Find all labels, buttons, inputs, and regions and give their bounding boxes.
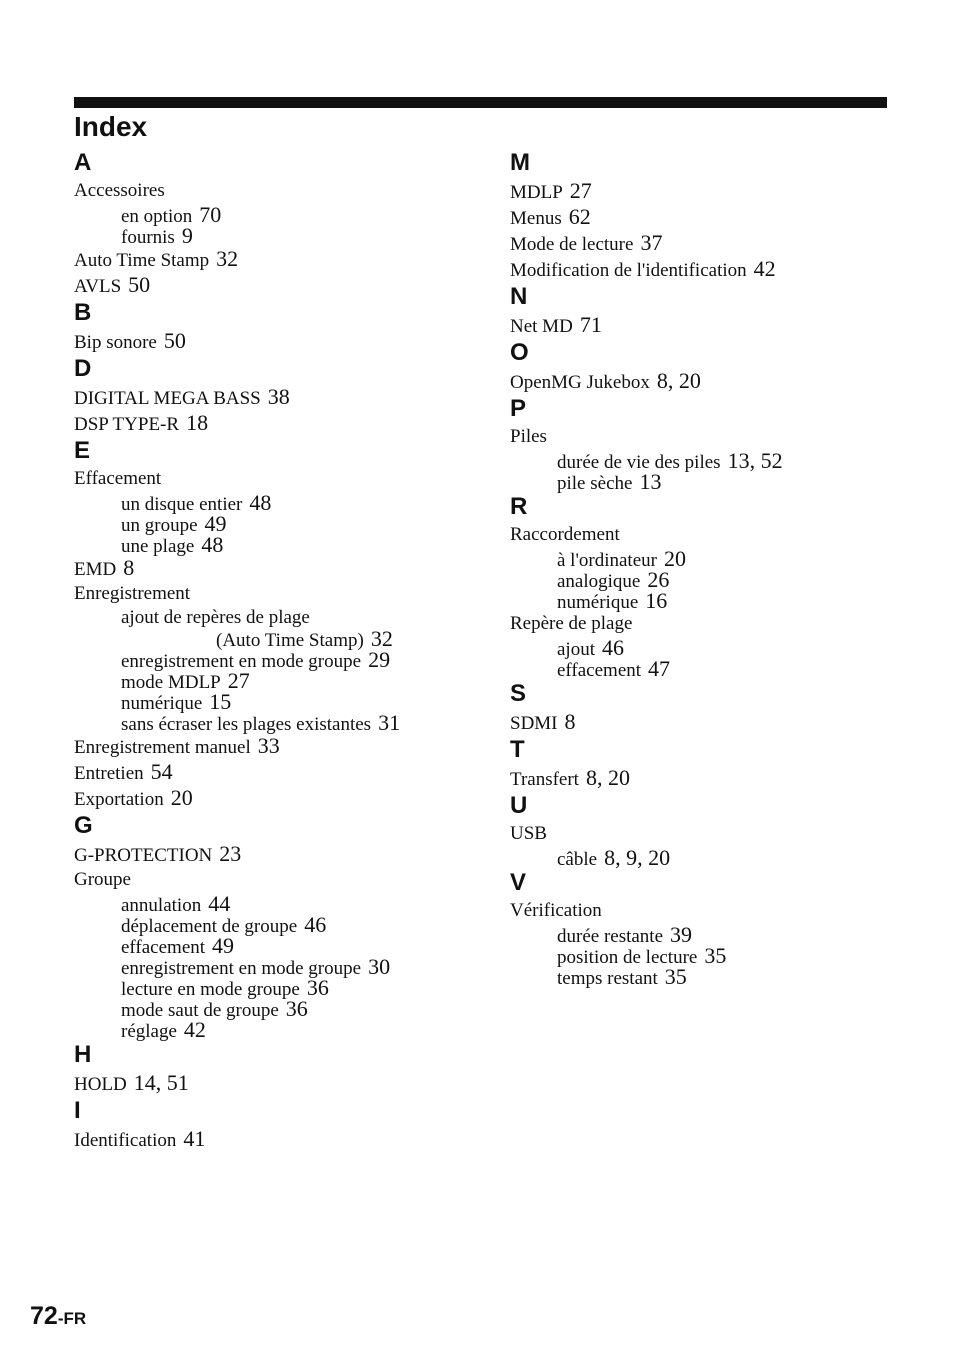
section-letter: P bbox=[510, 395, 527, 422]
index-entry bbox=[510, 821, 930, 847]
index-entry bbox=[510, 611, 930, 637]
entry-term: Modification de l'identification bbox=[510, 260, 747, 281]
entry-page-refs: 54 bbox=[150, 759, 173, 784]
entry-page-refs: 13, 52 bbox=[727, 448, 783, 473]
entry-term: déplacement de groupe bbox=[121, 916, 298, 937]
entry-page-refs: 20 bbox=[663, 546, 686, 571]
entry-page-refs: 33 bbox=[257, 733, 280, 758]
index-section-n bbox=[510, 282, 930, 338]
entry-page-refs: 27 bbox=[569, 178, 592, 203]
entry-term: Bip sonore bbox=[74, 332, 157, 353]
entry-term: enregistrement en mode groupe bbox=[121, 958, 362, 979]
entry-page-refs: 9 bbox=[181, 223, 193, 248]
index-section-m bbox=[510, 148, 930, 282]
entry-page-refs: 36 bbox=[306, 975, 329, 1000]
entry-term: EMD bbox=[74, 559, 117, 580]
index-column-left bbox=[74, 148, 494, 1152]
index-subentry bbox=[74, 670, 494, 691]
entry-page-refs: 46 bbox=[602, 635, 624, 660]
entry-page-refs: 36 bbox=[285, 996, 308, 1021]
entry-term: numérique bbox=[557, 592, 639, 613]
entry-page-refs: 13 bbox=[639, 469, 662, 494]
entry-term: Transfert bbox=[510, 769, 579, 790]
index-column-right bbox=[510, 148, 930, 987]
index-subentry bbox=[74, 1019, 494, 1040]
section-letter: V bbox=[510, 869, 527, 896]
entry-page-refs: 8, 20 bbox=[585, 765, 630, 790]
entry-term: mode saut de groupe bbox=[121, 1000, 279, 1021]
section-letter: R bbox=[510, 493, 528, 520]
entry-term: effacement bbox=[557, 660, 642, 681]
entry-term: un groupe bbox=[121, 515, 198, 536]
entry-page-refs: 20 bbox=[170, 785, 193, 810]
page-title: Index bbox=[74, 111, 148, 142]
index-section-i bbox=[74, 1096, 494, 1152]
entry-page-refs: 39 bbox=[670, 922, 693, 947]
entry-term: Effacement bbox=[74, 468, 162, 489]
index-entry bbox=[74, 1126, 494, 1152]
page-number: 72 bbox=[30, 1302, 58, 1330]
entry-term: câble bbox=[557, 849, 598, 870]
index-subentry bbox=[510, 966, 930, 987]
section-letter: N bbox=[510, 283, 528, 310]
index-subentry bbox=[510, 450, 930, 471]
index-subentry bbox=[74, 998, 494, 1019]
index-subentry bbox=[510, 658, 930, 679]
section-letter: M bbox=[510, 149, 530, 176]
entry-term: Menus bbox=[510, 208, 562, 229]
section-letter: H bbox=[74, 1041, 92, 1068]
entry-term: réglage bbox=[121, 1021, 177, 1042]
entry-term: à l'ordinateur bbox=[557, 550, 657, 571]
entry-page-refs: 46 bbox=[304, 912, 327, 937]
entry-term: Accessoires bbox=[74, 180, 165, 201]
index-section-v bbox=[510, 868, 930, 987]
index-subentry bbox=[74, 893, 494, 914]
section-letter: A bbox=[74, 149, 92, 176]
index-entry bbox=[74, 785, 494, 811]
entry-term: Entretien bbox=[74, 763, 144, 784]
entry-page-refs: 27 bbox=[227, 668, 250, 693]
entry-page-refs: 8, 9, 20 bbox=[604, 845, 671, 870]
entry-term: OpenMG Jukebox bbox=[510, 372, 650, 393]
index-entry bbox=[74, 841, 494, 867]
index-subentry bbox=[74, 914, 494, 935]
index-section-s bbox=[510, 679, 930, 735]
entry-page-refs: 8, 20 bbox=[656, 368, 701, 393]
entry-term: temps restant bbox=[557, 968, 658, 989]
entry-page-refs: 49 bbox=[204, 511, 227, 536]
entry-term: un disque entier bbox=[121, 494, 243, 515]
entry-page-refs: 37 bbox=[640, 230, 663, 255]
index-subentry bbox=[74, 649, 494, 670]
entry-term: DSP TYPE-R bbox=[74, 414, 180, 435]
entry-term: Mode de lecture bbox=[510, 234, 634, 255]
index-entry bbox=[510, 178, 930, 204]
entry-page-refs: 8 bbox=[123, 555, 135, 580]
entry-term: mode MDLP bbox=[121, 672, 221, 693]
index-entry bbox=[74, 466, 494, 492]
index-entry bbox=[74, 246, 494, 272]
entry-page-refs: 62 bbox=[568, 204, 591, 229]
index-section-p bbox=[510, 394, 930, 492]
entry-page-refs: 47 bbox=[648, 656, 671, 681]
entry-page-refs: 32 bbox=[370, 626, 393, 651]
entry-term: ajout bbox=[557, 639, 595, 660]
entry-page-refs: 29 bbox=[368, 647, 391, 672]
entry-term: Net MD bbox=[510, 316, 573, 337]
entry-term: durée restante bbox=[557, 926, 664, 947]
entry-term: fournis bbox=[121, 227, 175, 248]
entry-term: en option bbox=[121, 206, 193, 227]
index-entry bbox=[510, 522, 930, 548]
index-entry bbox=[510, 256, 930, 282]
index-subentry bbox=[74, 513, 494, 534]
entry-term: (Auto Time Stamp) bbox=[216, 630, 364, 651]
page-footer bbox=[30, 1302, 86, 1331]
section-letter: U bbox=[510, 792, 528, 819]
section-letter: G bbox=[74, 812, 93, 839]
entry-page-refs: 15 bbox=[209, 689, 232, 714]
index-entry bbox=[510, 312, 930, 338]
section-letter: S bbox=[510, 680, 527, 707]
entry-term: Identification bbox=[74, 1130, 177, 1151]
index-entry bbox=[74, 178, 494, 204]
entry-page-refs: 48 bbox=[201, 532, 224, 557]
entry-term: position de lecture bbox=[557, 947, 698, 968]
entry-term: analogique bbox=[557, 571, 641, 592]
entry-term: USB bbox=[510, 823, 547, 844]
index-entry bbox=[510, 709, 930, 735]
index-entry bbox=[74, 733, 494, 759]
entry-term: MDLP bbox=[510, 182, 563, 203]
index-entry bbox=[74, 384, 494, 410]
index-section-e bbox=[74, 436, 494, 811]
index-subentry bbox=[74, 956, 494, 977]
section-letter: I bbox=[74, 1097, 81, 1124]
entry-page-refs: 31 bbox=[378, 710, 401, 735]
index-subentry bbox=[510, 924, 930, 945]
index-entry bbox=[510, 204, 930, 230]
entry-term: pile sèche bbox=[557, 473, 633, 494]
index-section-d bbox=[74, 354, 494, 436]
entry-term: Repère de plage bbox=[510, 613, 633, 634]
index-section-r bbox=[510, 492, 930, 679]
index-subentry bbox=[510, 569, 930, 590]
entry-page-refs: 48 bbox=[249, 490, 272, 515]
index-entry bbox=[74, 581, 494, 607]
index-subentry bbox=[74, 628, 494, 649]
index-subentry bbox=[510, 945, 930, 966]
entry-page-refs: 71 bbox=[579, 312, 602, 337]
index-entry bbox=[74, 1070, 494, 1096]
index-entry bbox=[510, 368, 930, 394]
index-subentry bbox=[74, 492, 494, 513]
entry-term: G-PROTECTION bbox=[74, 845, 213, 866]
entry-term: effacement bbox=[121, 937, 206, 958]
section-letter: B bbox=[74, 299, 92, 326]
entry-page-refs: 42 bbox=[753, 256, 776, 281]
index-entry bbox=[74, 555, 494, 581]
index-section-b bbox=[74, 298, 494, 354]
index-subentry bbox=[74, 691, 494, 712]
entry-term: Raccordement bbox=[510, 524, 620, 545]
index-subentry bbox=[74, 534, 494, 555]
index-entry bbox=[510, 230, 930, 256]
index-entry bbox=[74, 328, 494, 354]
entry-term: enregistrement en mode groupe bbox=[121, 651, 362, 672]
entry-term: SDMI bbox=[510, 713, 558, 734]
entry-term: DIGITAL MEGA BASS bbox=[74, 388, 261, 409]
section-letter: E bbox=[74, 437, 91, 464]
entry-page-refs: 32 bbox=[216, 246, 239, 271]
entry-term: Enregistrement manuel bbox=[74, 737, 251, 758]
entry-term: AVLS bbox=[74, 276, 122, 297]
entry-term: Exportation bbox=[74, 789, 164, 810]
entry-page-refs: 14, 51 bbox=[133, 1070, 189, 1095]
index-section-g bbox=[74, 811, 494, 1040]
entry-page-refs: 50 bbox=[163, 328, 186, 353]
index-section-o bbox=[510, 338, 930, 394]
entry-page-refs: 23 bbox=[219, 841, 242, 866]
index-entry bbox=[510, 898, 930, 924]
index-subentry bbox=[74, 225, 494, 246]
index-entry bbox=[74, 410, 494, 436]
entry-term: lecture en mode groupe bbox=[121, 979, 300, 1000]
entry-term: Vérification bbox=[510, 900, 602, 921]
entry-page-refs: 35 bbox=[704, 943, 727, 968]
entry-term: Piles bbox=[510, 426, 547, 447]
index-subentry bbox=[510, 471, 930, 492]
section-letter: T bbox=[510, 736, 525, 763]
entry-term: HOLD bbox=[74, 1074, 127, 1095]
entry-page-refs: 44 bbox=[208, 891, 231, 916]
index-entry bbox=[510, 424, 930, 450]
index-entry bbox=[74, 759, 494, 785]
section-letter: O bbox=[510, 339, 529, 366]
index-section-u bbox=[510, 791, 930, 868]
entry-page-refs: 8 bbox=[564, 709, 576, 734]
entry-page-refs: 26 bbox=[647, 567, 670, 592]
entry-page-refs: 49 bbox=[212, 933, 235, 958]
index-subentry bbox=[510, 590, 930, 611]
index-subentry bbox=[510, 637, 930, 658]
entry-page-refs: 70 bbox=[199, 202, 222, 227]
index-section-a bbox=[74, 148, 494, 298]
header-rule bbox=[74, 97, 887, 108]
index-subentry bbox=[74, 204, 494, 225]
index-subentry bbox=[74, 935, 494, 956]
entry-term: annulation bbox=[121, 895, 202, 916]
entry-page-refs: 38 bbox=[267, 384, 290, 409]
index-subentry bbox=[74, 977, 494, 998]
index-section-t bbox=[510, 735, 930, 791]
index-subentry bbox=[510, 548, 930, 569]
index-entry bbox=[74, 867, 494, 893]
index-entry bbox=[510, 765, 930, 791]
entry-term: Enregistrement bbox=[74, 583, 191, 604]
entry-term: Auto Time Stamp bbox=[74, 250, 210, 271]
entry-term: numérique bbox=[121, 693, 203, 714]
index-section-h bbox=[74, 1040, 494, 1096]
index-subentry bbox=[74, 607, 494, 628]
entry-term: sans écraser les plages existantes bbox=[121, 714, 372, 735]
entry-page-refs: 16 bbox=[645, 588, 668, 613]
entry-term: durée de vie des piles bbox=[557, 452, 721, 473]
section-letter: D bbox=[74, 355, 92, 382]
entry-term: ajout de repères de plage bbox=[121, 607, 310, 628]
entry-term: Groupe bbox=[74, 869, 131, 890]
entry-page-refs: 42 bbox=[183, 1017, 206, 1042]
entry-term: une plage bbox=[121, 536, 195, 557]
entry-page-refs: 35 bbox=[664, 964, 687, 989]
index-entry bbox=[74, 272, 494, 298]
index-subentry bbox=[510, 847, 930, 868]
entry-page-refs: 50 bbox=[128, 272, 151, 297]
entry-page-refs: 41 bbox=[183, 1126, 206, 1151]
entry-page-refs: 18 bbox=[186, 410, 209, 435]
entry-page-refs: 30 bbox=[368, 954, 391, 979]
index-subentry bbox=[74, 712, 494, 733]
page-number-suffix: -FR bbox=[57, 1309, 87, 1328]
